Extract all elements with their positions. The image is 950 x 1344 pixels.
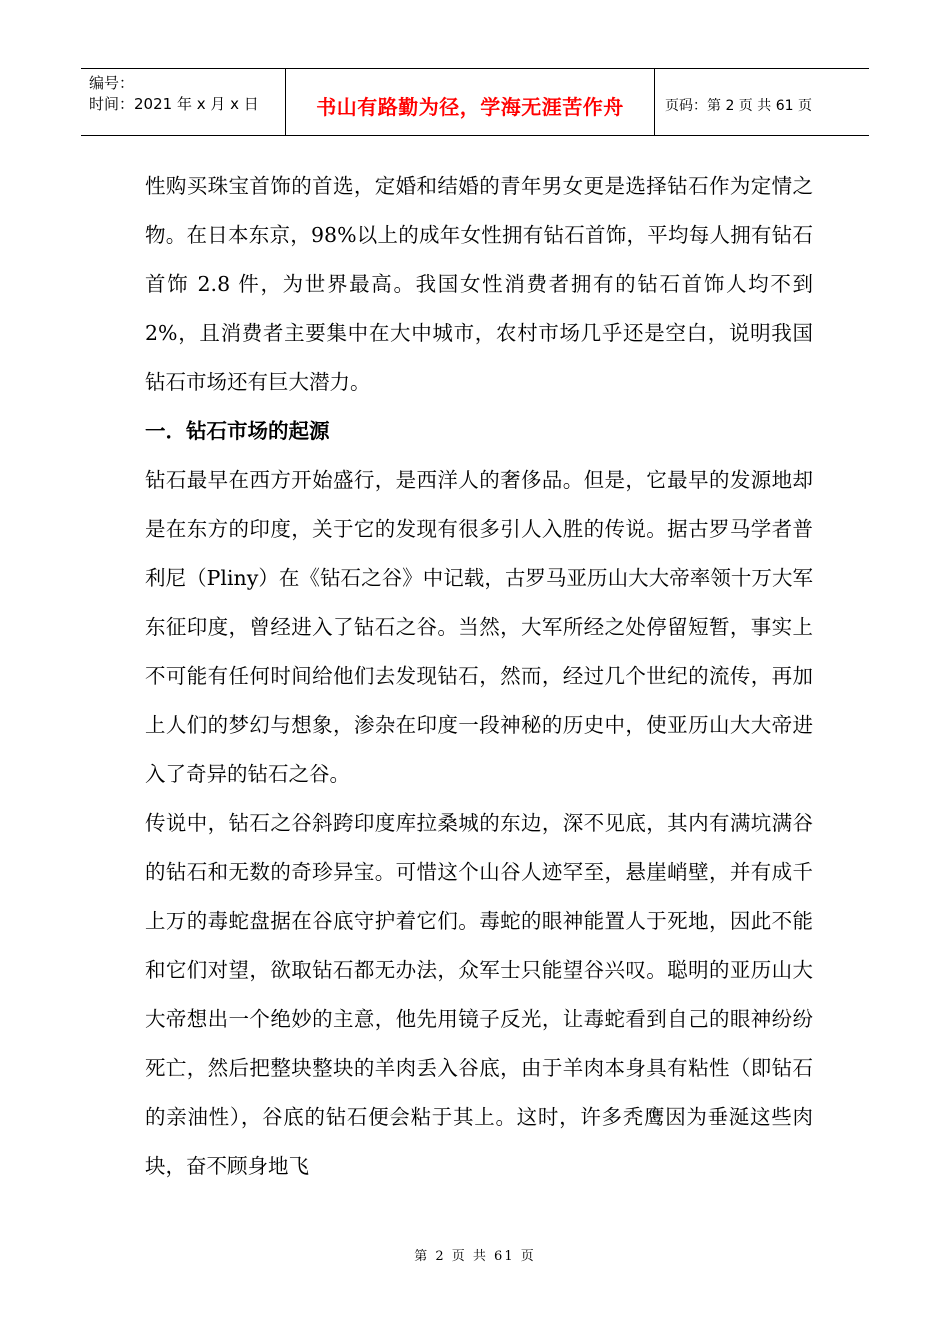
page-footer: 第 2 页 共 61 页	[414, 1249, 536, 1264]
document-date-label: 时间：2021 年 x 月 x 日	[89, 95, 259, 113]
header-motto: 书山有路勤为径，学海无涯苦作舟	[316, 94, 624, 119]
body-paragraph: 传说中，钻石之谷斜跨印度库拉桑城的东边，深不见底，其内有满坑满谷的钻石和无数的奇珍异宝。可惜这个山谷人迹罕至，悬崖峭壁，并有成千上万的毒蛇盘据在谷底守护着它们。毒蛇的眼神能置人于死地，因此不能和它们对望，欲取钻石都无办法，众军士只能望谷兴叹。聪明的亚历山大大帝想出一个绝妙的主意，他先用镜子反光，让毒蛇看到自己的眼神纷纷死亡，然后把整块整块的羊肉丢入谷底，由于羊肉本身具有粘性（即钻石的亲油性），谷底的钻石便会粘于其上。这时，许多秃鹰因为垂涎这些肉块，奋不顾身地飞	[145, 811, 813, 1178]
document-body	[145, 162, 813, 1191]
document-number-label: 编号：	[89, 74, 135, 92]
body-paragraph: 钻石最早在西方开始盛行，是西洋人的奢侈品。但是，它最早的发源地却是在东方的印度，关于它的发现有很多引人入胜的传说。据古罗马学者普利尼（Pliny）在《钻石之谷》中记载，古罗马亚历山大大帝率领十万大军东征印度，曾经进入了钻石之谷。当然，大军所经之处停留短暂，事实上不可能有任何时间给他们去发现钻石，然而，经过几个世纪的流传，再加上人们的梦幻与想象，渗杂在印度一段神秘的历史中，使亚历山大大帝进入了奇异的钻石之谷。	[145, 468, 813, 786]
header-motto-cell	[285, 69, 655, 135]
section-heading: 一．钻石市场的起源	[145, 419, 330, 443]
page-header	[81, 68, 869, 136]
header-page-cell	[655, 69, 869, 135]
header-page-info: 页码：第 2 页 共 61 页	[665, 98, 812, 114]
body-paragraph: 性购买珠宝首饰的首选，定婚和结婚的青年男女更是选择钻石作为定情之物。在日本东京，98%以上的成年女性拥有钻石首饰，平均每人拥有钻石首饰 2.8 件，为世界最高。我国女性消费者拥有的钻石首饰人均不到 2%，且消费者主要集中在大中城市，农村市场几乎还是空白，说明我国钻石市场还有巨大潜力。	[145, 174, 813, 394]
header-meta-cell	[81, 69, 285, 135]
